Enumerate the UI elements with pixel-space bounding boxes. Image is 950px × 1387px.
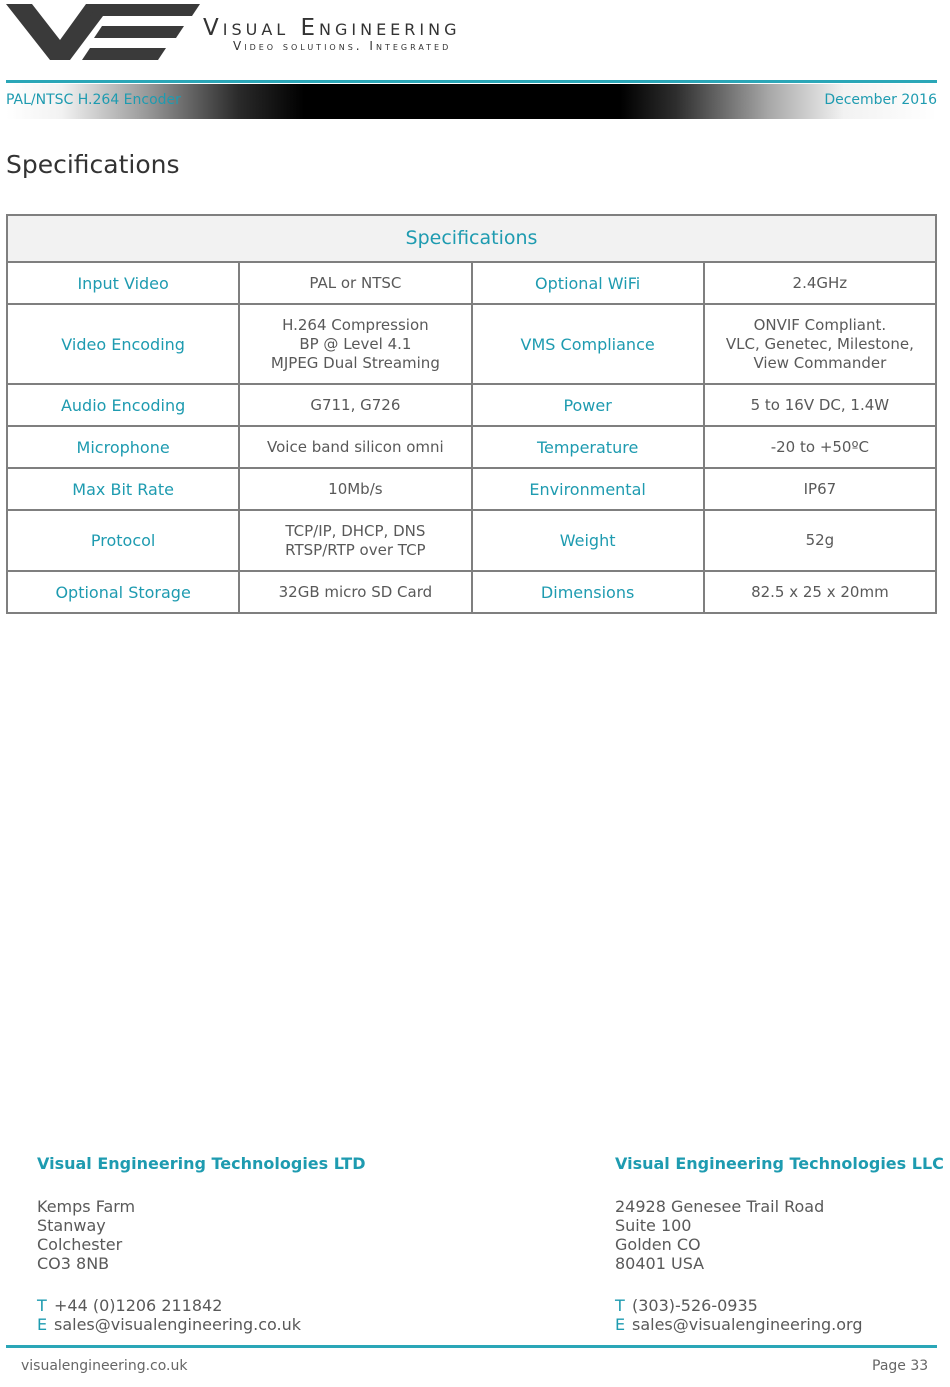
spec-label: Audio Encoding [7, 384, 239, 426]
email-link[interactable]: sales@visualengineering.co.uk [54, 1315, 302, 1334]
spec-label: Protocol [7, 510, 239, 571]
spec-label: Dimensions [472, 571, 704, 613]
spec-label: Temperature [472, 426, 704, 468]
spec-value: 82.5 x 25 x 20mm [704, 571, 936, 613]
table-header-row [7, 215, 936, 262]
table-row [7, 468, 936, 510]
spec-label: Environmental [472, 468, 704, 510]
spec-value: PAL or NTSC [239, 262, 471, 304]
email-link[interactable]: sales@visualengineering.org [632, 1315, 863, 1334]
phone-line [37, 1296, 366, 1315]
spec-label: Microphone [7, 426, 239, 468]
document-date: December 2016 [824, 92, 937, 108]
table-row [7, 262, 936, 304]
table-row [7, 510, 936, 571]
document-title: PAL/NTSC H.264 Encoder [6, 92, 181, 108]
table-row [7, 384, 936, 426]
phone-number[interactable]: +44 (0)1206 211842 [54, 1296, 223, 1315]
spec-label: VMS Compliance [472, 304, 704, 384]
spec-value: 2.4GHz [704, 262, 936, 304]
office-us [615, 1154, 944, 1334]
address-line: Golden CO [615, 1235, 701, 1254]
page-number: Page 33 [872, 1358, 929, 1374]
spec-value: 5 to 16V DC, 1.4W [704, 384, 936, 426]
spec-value: TCP/IP, DHCP, DNS RTSP/RTP over TCP [239, 510, 471, 571]
address-line: CO3 8NB [37, 1254, 110, 1273]
header-rule [6, 80, 937, 83]
address-line: 24928 Genesee Trail Road [615, 1197, 825, 1216]
address-line: Stanway [37, 1216, 106, 1235]
email-line [615, 1315, 944, 1334]
spec-label: Power [472, 384, 704, 426]
office-name: Visual Engineering Technologies LTD [37, 1154, 366, 1173]
brand-tagline: Video solutions. Integrated [233, 39, 452, 53]
spec-label: Input Video [7, 262, 239, 304]
spec-value: 32GB micro SD Card [239, 571, 471, 613]
address-line: 80401 USA [615, 1254, 705, 1273]
phone-number[interactable]: (303)-526-0935 [632, 1296, 758, 1315]
email-line [37, 1315, 366, 1334]
spec-value: -20 to +50ºC [704, 426, 936, 468]
office-uk [37, 1154, 366, 1334]
visual-engineering-logo [6, 4, 200, 62]
spec-label: Max Bit Rate [7, 468, 239, 510]
address-line: Colchester [37, 1235, 123, 1254]
email-label: E [37, 1315, 48, 1334]
spec-value: 10Mb/s [239, 468, 471, 510]
table-row [7, 304, 936, 384]
spec-label: Optional WiFi [472, 262, 704, 304]
spec-label: Video Encoding [7, 304, 239, 384]
spec-label: Optional Storage [7, 571, 239, 613]
header-banner [6, 84, 937, 119]
address-line: Suite 100 [615, 1216, 692, 1235]
spec-value: 52g [704, 510, 936, 571]
spec-value: ONVIF Compliant. VLC, Genetec, Milestone, View Commander [704, 304, 936, 384]
spec-value: Voice band silicon omni [239, 426, 471, 468]
office-name: Visual Engineering Technologies LLC [615, 1154, 944, 1173]
spec-value: H.264 Compression BP @ Level 4.1 MJPEG Dual Streaming [239, 304, 471, 384]
brand-name: Visual Engineering [203, 15, 461, 41]
spec-label: Weight [472, 510, 704, 571]
phone-line [615, 1296, 944, 1315]
page-title: Specifications [6, 150, 180, 179]
spec-value: G711, G726 [239, 384, 471, 426]
table-row [7, 571, 936, 613]
table-row [7, 426, 936, 468]
spec-value: IP67 [704, 468, 936, 510]
website-link[interactable]: visualengineering.co.uk [21, 1358, 188, 1374]
phone-label: T [615, 1296, 625, 1315]
footer-rule [6, 1345, 937, 1348]
table-title: Specifications [7, 215, 936, 262]
address-line: Kemps Farm [37, 1197, 136, 1216]
specifications-table [6, 214, 937, 614]
phone-label: T [37, 1296, 47, 1315]
email-label: E [615, 1315, 626, 1334]
